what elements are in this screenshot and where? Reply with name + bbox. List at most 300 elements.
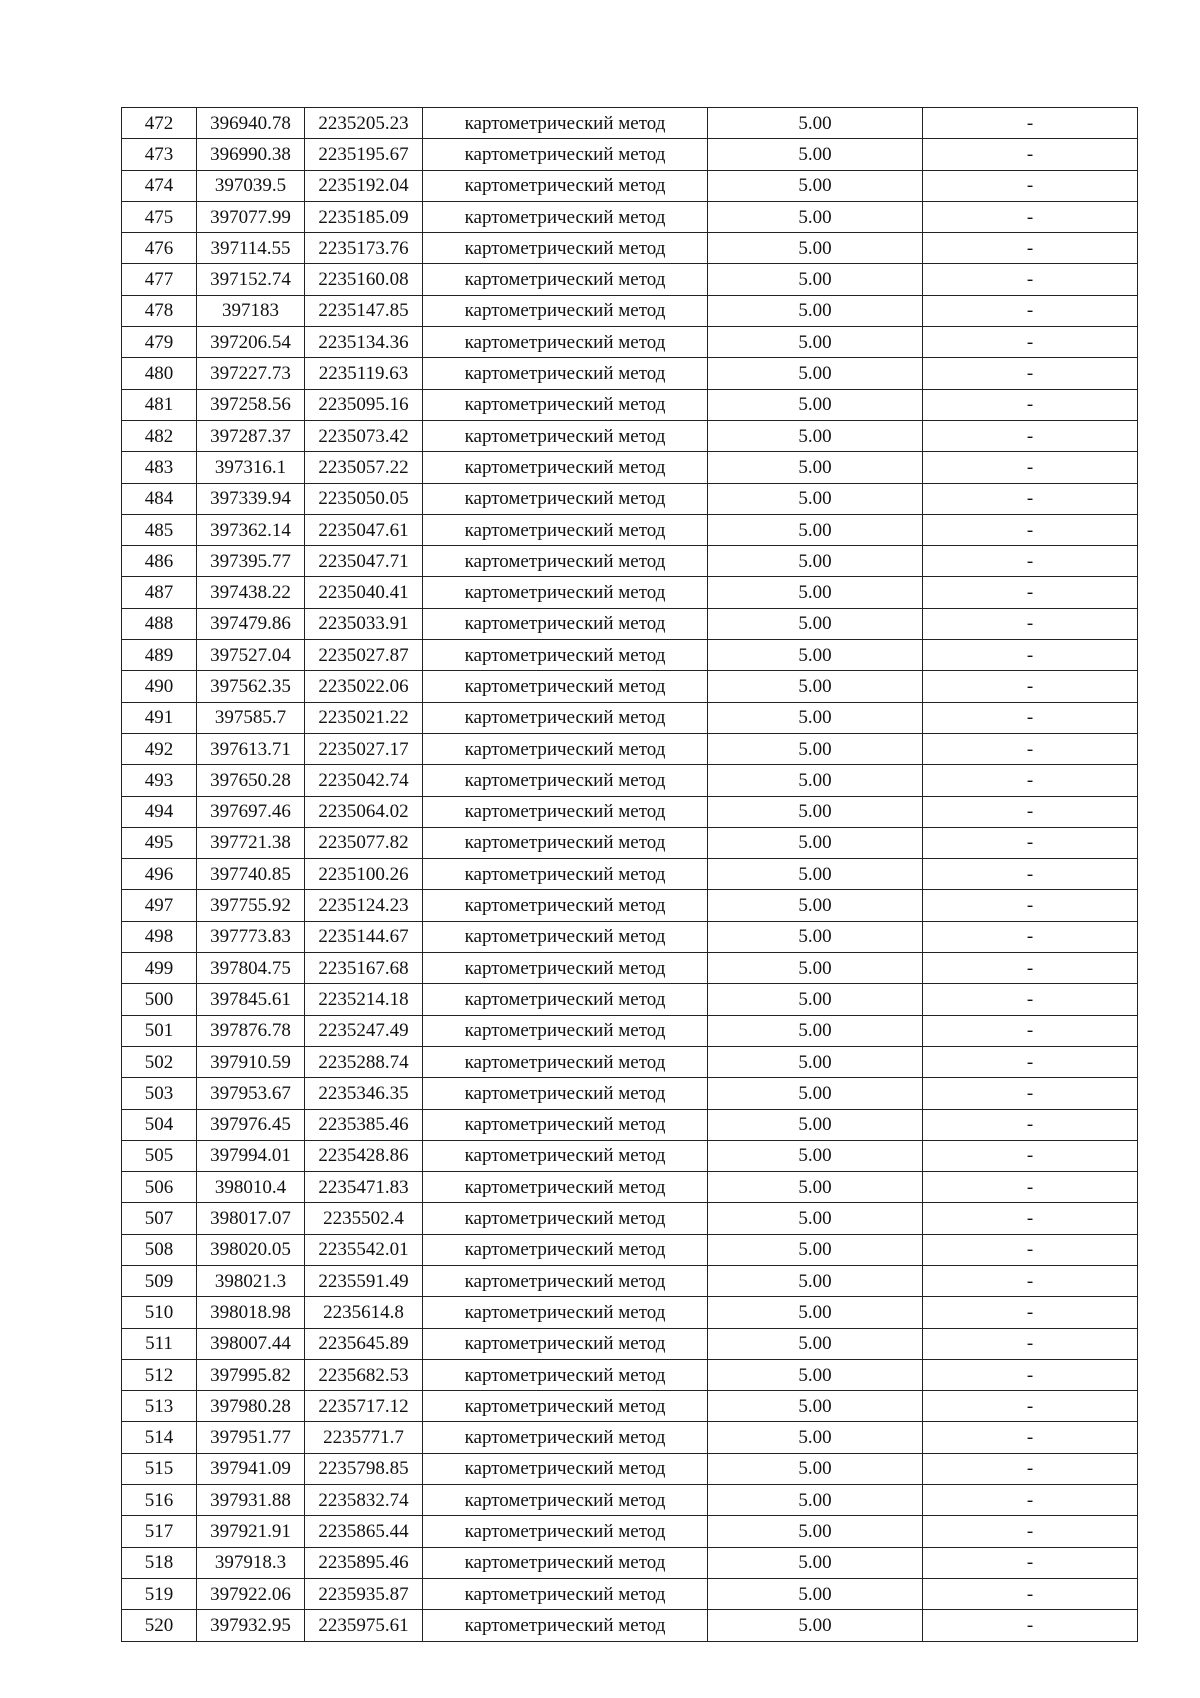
- accuracy-cell: 5.00: [708, 1234, 923, 1265]
- method-cell: картометрический метод: [423, 452, 708, 483]
- description-cell: -: [923, 1516, 1138, 1547]
- y-coordinate-cell: 2235124.23: [305, 890, 423, 921]
- x-coordinate-cell: 397339.94: [197, 483, 305, 514]
- method-cell: картометрический метод: [423, 984, 708, 1015]
- point-number-cell: 517: [122, 1516, 197, 1547]
- point-number-cell: 513: [122, 1391, 197, 1422]
- y-coordinate-cell: 2235195.67: [305, 139, 423, 170]
- y-coordinate-cell: 2235134.36: [305, 327, 423, 358]
- description-cell: -: [923, 420, 1138, 451]
- x-coordinate-cell: 397395.77: [197, 546, 305, 577]
- description-cell: -: [923, 577, 1138, 608]
- point-number-cell: 487: [122, 577, 197, 608]
- accuracy-cell: 5.00: [708, 420, 923, 451]
- document-page: [121, 107, 1137, 1642]
- x-coordinate-cell: 397227.73: [197, 358, 305, 389]
- point-number-cell: 480: [122, 358, 197, 389]
- point-number-cell: 520: [122, 1610, 197, 1641]
- y-coordinate-cell: 2235147.85: [305, 295, 423, 326]
- point-number-cell: 486: [122, 546, 197, 577]
- x-coordinate-cell: 398007.44: [197, 1328, 305, 1359]
- method-cell: картометрический метод: [423, 827, 708, 858]
- x-coordinate-cell: 397953.67: [197, 1078, 305, 1109]
- method-cell: картометрический метод: [423, 139, 708, 170]
- point-number-cell: 476: [122, 233, 197, 264]
- y-coordinate-cell: 2235288.74: [305, 1046, 423, 1077]
- method-cell: картометрический метод: [423, 890, 708, 921]
- table-row: [122, 1328, 1138, 1359]
- description-cell: -: [923, 139, 1138, 170]
- y-coordinate-cell: 2235682.53: [305, 1359, 423, 1390]
- x-coordinate-cell: 397941.09: [197, 1453, 305, 1484]
- table-row: [122, 1297, 1138, 1328]
- x-coordinate-cell: 398017.07: [197, 1203, 305, 1234]
- y-coordinate-cell: 2235591.49: [305, 1265, 423, 1296]
- y-coordinate-cell: 2235050.05: [305, 483, 423, 514]
- point-number-cell: 479: [122, 327, 197, 358]
- point-number-cell: 495: [122, 827, 197, 858]
- table-row: [122, 608, 1138, 639]
- point-number-cell: 506: [122, 1172, 197, 1203]
- description-cell: -: [923, 1328, 1138, 1359]
- table-row: [122, 1234, 1138, 1265]
- description-cell: -: [923, 1140, 1138, 1171]
- accuracy-cell: 5.00: [708, 546, 923, 577]
- accuracy-cell: 5.00: [708, 108, 923, 139]
- x-coordinate-cell: 398010.4: [197, 1172, 305, 1203]
- method-cell: картометрический метод: [423, 953, 708, 984]
- table-row: [122, 640, 1138, 671]
- table-row: [122, 796, 1138, 827]
- table-row: [122, 765, 1138, 796]
- table-row: [122, 1359, 1138, 1390]
- description-cell: -: [923, 1547, 1138, 1578]
- description-cell: -: [923, 452, 1138, 483]
- point-number-cell: 475: [122, 201, 197, 232]
- table-row: [122, 859, 1138, 890]
- accuracy-cell: 5.00: [708, 295, 923, 326]
- accuracy-cell: 5.00: [708, 233, 923, 264]
- x-coordinate-cell: 397773.83: [197, 921, 305, 952]
- y-coordinate-cell: 2235895.46: [305, 1547, 423, 1578]
- accuracy-cell: 5.00: [708, 358, 923, 389]
- x-coordinate-cell: 397740.85: [197, 859, 305, 890]
- description-cell: -: [923, 1485, 1138, 1516]
- point-number-cell: 508: [122, 1234, 197, 1265]
- table-row: [122, 108, 1138, 139]
- x-coordinate-cell: 397804.75: [197, 953, 305, 984]
- method-cell: картометрический метод: [423, 1610, 708, 1641]
- y-coordinate-cell: 2235205.23: [305, 108, 423, 139]
- table-row: [122, 1578, 1138, 1609]
- table-row: [122, 1453, 1138, 1484]
- method-cell: картометрический метод: [423, 546, 708, 577]
- table-row: [122, 1046, 1138, 1077]
- y-coordinate-cell: 2235022.06: [305, 671, 423, 702]
- method-cell: картометрический метод: [423, 608, 708, 639]
- table-row: [122, 1485, 1138, 1516]
- description-cell: -: [923, 1422, 1138, 1453]
- accuracy-cell: 5.00: [708, 859, 923, 890]
- method-cell: картометрический метод: [423, 264, 708, 295]
- description-cell: -: [923, 1297, 1138, 1328]
- description-cell: -: [923, 108, 1138, 139]
- y-coordinate-cell: 2235832.74: [305, 1485, 423, 1516]
- description-cell: -: [923, 1109, 1138, 1140]
- point-number-cell: 483: [122, 452, 197, 483]
- description-cell: -: [923, 170, 1138, 201]
- x-coordinate-cell: 398018.98: [197, 1297, 305, 1328]
- point-number-cell: 503: [122, 1078, 197, 1109]
- accuracy-cell: 5.00: [708, 452, 923, 483]
- point-number-cell: 510: [122, 1297, 197, 1328]
- description-cell: -: [923, 327, 1138, 358]
- description-cell: -: [923, 1046, 1138, 1077]
- table-row: [122, 546, 1138, 577]
- y-coordinate-cell: 2235144.67: [305, 921, 423, 952]
- method-cell: картометрический метод: [423, 420, 708, 451]
- description-cell: -: [923, 1359, 1138, 1390]
- point-number-cell: 505: [122, 1140, 197, 1171]
- y-coordinate-cell: 2235346.35: [305, 1078, 423, 1109]
- x-coordinate-cell: 397362.14: [197, 514, 305, 545]
- method-cell: картометрический метод: [423, 765, 708, 796]
- method-cell: картометрический метод: [423, 1422, 708, 1453]
- x-coordinate-cell: 398021.3: [197, 1265, 305, 1296]
- y-coordinate-cell: 2235100.26: [305, 859, 423, 890]
- x-coordinate-cell: 397931.88: [197, 1485, 305, 1516]
- point-number-cell: 472: [122, 108, 197, 139]
- table-row: [122, 139, 1138, 170]
- table-row: [122, 327, 1138, 358]
- y-coordinate-cell: 2235160.08: [305, 264, 423, 295]
- x-coordinate-cell: 397258.56: [197, 389, 305, 420]
- point-number-cell: 491: [122, 702, 197, 733]
- x-coordinate-cell: 397287.37: [197, 420, 305, 451]
- accuracy-cell: 5.00: [708, 1391, 923, 1422]
- point-number-cell: 511: [122, 1328, 197, 1359]
- description-cell: -: [923, 295, 1138, 326]
- method-cell: картометрический метод: [423, 1015, 708, 1046]
- point-number-cell: 477: [122, 264, 197, 295]
- accuracy-cell: 5.00: [708, 1297, 923, 1328]
- table-row: [122, 984, 1138, 1015]
- accuracy-cell: 5.00: [708, 733, 923, 764]
- table-row: [122, 452, 1138, 483]
- method-cell: картометрический метод: [423, 170, 708, 201]
- x-coordinate-cell: 397876.78: [197, 1015, 305, 1046]
- y-coordinate-cell: 2235077.82: [305, 827, 423, 858]
- method-cell: картометрический метод: [423, 514, 708, 545]
- method-cell: картометрический метод: [423, 671, 708, 702]
- description-cell: -: [923, 1453, 1138, 1484]
- y-coordinate-cell: 2235247.49: [305, 1015, 423, 1046]
- x-coordinate-cell: 397562.35: [197, 671, 305, 702]
- accuracy-cell: 5.00: [708, 1172, 923, 1203]
- description-cell: -: [923, 546, 1138, 577]
- description-cell: -: [923, 827, 1138, 858]
- accuracy-cell: 5.00: [708, 170, 923, 201]
- y-coordinate-cell: 2235073.42: [305, 420, 423, 451]
- y-coordinate-cell: 2235021.22: [305, 702, 423, 733]
- method-cell: картометрический метод: [423, 1328, 708, 1359]
- point-number-cell: 502: [122, 1046, 197, 1077]
- accuracy-cell: 5.00: [708, 827, 923, 858]
- point-number-cell: 490: [122, 671, 197, 702]
- point-number-cell: 484: [122, 483, 197, 514]
- table-row: [122, 1015, 1138, 1046]
- table-row: [122, 295, 1138, 326]
- table-row: [122, 420, 1138, 451]
- table-row: [122, 953, 1138, 984]
- point-number-cell: 496: [122, 859, 197, 890]
- table-row: [122, 890, 1138, 921]
- x-coordinate-cell: 397527.04: [197, 640, 305, 671]
- y-coordinate-cell: 2235542.01: [305, 1234, 423, 1265]
- description-cell: -: [923, 921, 1138, 952]
- method-cell: картометрический метод: [423, 295, 708, 326]
- point-number-cell: 499: [122, 953, 197, 984]
- y-coordinate-cell: 2235865.44: [305, 1516, 423, 1547]
- table-row: [122, 921, 1138, 952]
- method-cell: картометрический метод: [423, 1516, 708, 1547]
- description-cell: -: [923, 264, 1138, 295]
- point-number-cell: 485: [122, 514, 197, 545]
- method-cell: картометрический метод: [423, 796, 708, 827]
- description-cell: -: [923, 514, 1138, 545]
- x-coordinate-cell: 397921.91: [197, 1516, 305, 1547]
- x-coordinate-cell: 397114.55: [197, 233, 305, 264]
- method-cell: картометрический метод: [423, 733, 708, 764]
- table-row: [122, 233, 1138, 264]
- table-row: [122, 577, 1138, 608]
- y-coordinate-cell: 2235214.18: [305, 984, 423, 1015]
- point-number-cell: 501: [122, 1015, 197, 1046]
- point-number-cell: 514: [122, 1422, 197, 1453]
- description-cell: -: [923, 765, 1138, 796]
- y-coordinate-cell: 2235185.09: [305, 201, 423, 232]
- method-cell: картометрический метод: [423, 1485, 708, 1516]
- point-number-cell: 518: [122, 1547, 197, 1578]
- accuracy-cell: 5.00: [708, 1485, 923, 1516]
- accuracy-cell: 5.00: [708, 1265, 923, 1296]
- accuracy-cell: 5.00: [708, 1078, 923, 1109]
- y-coordinate-cell: 2235047.61: [305, 514, 423, 545]
- table-row: [122, 358, 1138, 389]
- description-cell: -: [923, 984, 1138, 1015]
- description-cell: -: [923, 640, 1138, 671]
- accuracy-cell: 5.00: [708, 1203, 923, 1234]
- method-cell: картометрический метод: [423, 921, 708, 952]
- accuracy-cell: 5.00: [708, 1015, 923, 1046]
- y-coordinate-cell: 2235173.76: [305, 233, 423, 264]
- description-cell: -: [923, 702, 1138, 733]
- x-coordinate-cell: 397697.46: [197, 796, 305, 827]
- accuracy-cell: 5.00: [708, 514, 923, 545]
- x-coordinate-cell: 397613.71: [197, 733, 305, 764]
- y-coordinate-cell: 2235935.87: [305, 1578, 423, 1609]
- x-coordinate-cell: 396940.78: [197, 108, 305, 139]
- y-coordinate-cell: 2235167.68: [305, 953, 423, 984]
- method-cell: картометрический метод: [423, 1578, 708, 1609]
- method-cell: картометрический метод: [423, 1265, 708, 1296]
- point-number-cell: 473: [122, 139, 197, 170]
- accuracy-cell: 5.00: [708, 890, 923, 921]
- accuracy-cell: 5.00: [708, 702, 923, 733]
- accuracy-cell: 5.00: [708, 1109, 923, 1140]
- x-coordinate-cell: 397479.86: [197, 608, 305, 639]
- x-coordinate-cell: 397922.06: [197, 1578, 305, 1609]
- y-coordinate-cell: 2235042.74: [305, 765, 423, 796]
- method-cell: картометрический метод: [423, 640, 708, 671]
- method-cell: картометрический метод: [423, 1391, 708, 1422]
- x-coordinate-cell: 397995.82: [197, 1359, 305, 1390]
- accuracy-cell: 5.00: [708, 1328, 923, 1359]
- y-coordinate-cell: 2235027.17: [305, 733, 423, 764]
- accuracy-cell: 5.00: [708, 577, 923, 608]
- table-row: [122, 671, 1138, 702]
- accuracy-cell: 5.00: [708, 1453, 923, 1484]
- method-cell: картометрический метод: [423, 1140, 708, 1171]
- table-row: [122, 1265, 1138, 1296]
- y-coordinate-cell: 2235798.85: [305, 1453, 423, 1484]
- x-coordinate-cell: 397721.38: [197, 827, 305, 858]
- x-coordinate-cell: 397918.3: [197, 1547, 305, 1578]
- method-cell: картометрический метод: [423, 108, 708, 139]
- description-cell: -: [923, 1391, 1138, 1422]
- y-coordinate-cell: 2235057.22: [305, 452, 423, 483]
- method-cell: картометрический метод: [423, 1203, 708, 1234]
- accuracy-cell: 5.00: [708, 640, 923, 671]
- method-cell: картометрический метод: [423, 1297, 708, 1328]
- method-cell: картометрический метод: [423, 1078, 708, 1109]
- description-cell: -: [923, 1172, 1138, 1203]
- method-cell: картометрический метод: [423, 233, 708, 264]
- method-cell: картометрический метод: [423, 1046, 708, 1077]
- point-number-cell: 497: [122, 890, 197, 921]
- y-coordinate-cell: 2235192.04: [305, 170, 423, 201]
- y-coordinate-cell: 2235040.41: [305, 577, 423, 608]
- x-coordinate-cell: 397910.59: [197, 1046, 305, 1077]
- point-number-cell: 489: [122, 640, 197, 671]
- point-number-cell: 512: [122, 1359, 197, 1390]
- coordinates-table: [121, 107, 1138, 1642]
- description-cell: -: [923, 389, 1138, 420]
- coordinates-table-body: [122, 108, 1138, 1642]
- table-row: [122, 1610, 1138, 1641]
- table-row: [122, 1547, 1138, 1578]
- x-coordinate-cell: 397183: [197, 295, 305, 326]
- x-coordinate-cell: 398020.05: [197, 1234, 305, 1265]
- table-row: [122, 1078, 1138, 1109]
- description-cell: -: [923, 483, 1138, 514]
- point-number-cell: 478: [122, 295, 197, 326]
- table-row: [122, 1140, 1138, 1171]
- table-row: [122, 733, 1138, 764]
- point-number-cell: 507: [122, 1203, 197, 1234]
- point-number-cell: 516: [122, 1485, 197, 1516]
- method-cell: картометрический метод: [423, 1109, 708, 1140]
- x-coordinate-cell: 397039.5: [197, 170, 305, 201]
- description-cell: -: [923, 1203, 1138, 1234]
- table-row: [122, 1516, 1138, 1547]
- x-coordinate-cell: 397994.01: [197, 1140, 305, 1171]
- description-cell: -: [923, 671, 1138, 702]
- description-cell: -: [923, 1578, 1138, 1609]
- y-coordinate-cell: 2235771.7: [305, 1422, 423, 1453]
- point-number-cell: 493: [122, 765, 197, 796]
- accuracy-cell: 5.00: [708, 1140, 923, 1171]
- method-cell: картометрический метод: [423, 577, 708, 608]
- x-coordinate-cell: 397650.28: [197, 765, 305, 796]
- x-coordinate-cell: 397316.1: [197, 452, 305, 483]
- table-row: [122, 514, 1138, 545]
- point-number-cell: 498: [122, 921, 197, 952]
- accuracy-cell: 5.00: [708, 953, 923, 984]
- x-coordinate-cell: 397980.28: [197, 1391, 305, 1422]
- accuracy-cell: 5.00: [708, 1547, 923, 1578]
- y-coordinate-cell: 2235064.02: [305, 796, 423, 827]
- accuracy-cell: 5.00: [708, 389, 923, 420]
- accuracy-cell: 5.00: [708, 1610, 923, 1641]
- description-cell: -: [923, 358, 1138, 389]
- y-coordinate-cell: 2235717.12: [305, 1391, 423, 1422]
- y-coordinate-cell: 2235385.46: [305, 1109, 423, 1140]
- description-cell: -: [923, 608, 1138, 639]
- table-row: [122, 1391, 1138, 1422]
- point-number-cell: 515: [122, 1453, 197, 1484]
- method-cell: картометрический метод: [423, 327, 708, 358]
- y-coordinate-cell: 2235428.86: [305, 1140, 423, 1171]
- accuracy-cell: 5.00: [708, 1578, 923, 1609]
- accuracy-cell: 5.00: [708, 1516, 923, 1547]
- point-number-cell: 509: [122, 1265, 197, 1296]
- description-cell: -: [923, 1078, 1138, 1109]
- point-number-cell: 500: [122, 984, 197, 1015]
- point-number-cell: 504: [122, 1109, 197, 1140]
- method-cell: картометрический метод: [423, 859, 708, 890]
- x-coordinate-cell: 397585.7: [197, 702, 305, 733]
- method-cell: картометрический метод: [423, 1547, 708, 1578]
- point-number-cell: 481: [122, 389, 197, 420]
- accuracy-cell: 5.00: [708, 1046, 923, 1077]
- method-cell: картометрический метод: [423, 483, 708, 514]
- description-cell: -: [923, 733, 1138, 764]
- table-row: [122, 1172, 1138, 1203]
- description-cell: -: [923, 233, 1138, 264]
- accuracy-cell: 5.00: [708, 796, 923, 827]
- accuracy-cell: 5.00: [708, 1359, 923, 1390]
- method-cell: картометрический метод: [423, 1234, 708, 1265]
- point-number-cell: 519: [122, 1578, 197, 1609]
- y-coordinate-cell: 2235471.83: [305, 1172, 423, 1203]
- description-cell: -: [923, 1265, 1138, 1296]
- point-number-cell: 494: [122, 796, 197, 827]
- y-coordinate-cell: 2235614.8: [305, 1297, 423, 1328]
- description-cell: -: [923, 1234, 1138, 1265]
- accuracy-cell: 5.00: [708, 921, 923, 952]
- description-cell: -: [923, 859, 1138, 890]
- x-coordinate-cell: 397976.45: [197, 1109, 305, 1140]
- table-row: [122, 201, 1138, 232]
- y-coordinate-cell: 2235095.16: [305, 389, 423, 420]
- table-row: [122, 483, 1138, 514]
- x-coordinate-cell: 397438.22: [197, 577, 305, 608]
- table-row: [122, 1109, 1138, 1140]
- method-cell: картометрический метод: [423, 1172, 708, 1203]
- description-cell: -: [923, 1015, 1138, 1046]
- x-coordinate-cell: 397932.95: [197, 1610, 305, 1641]
